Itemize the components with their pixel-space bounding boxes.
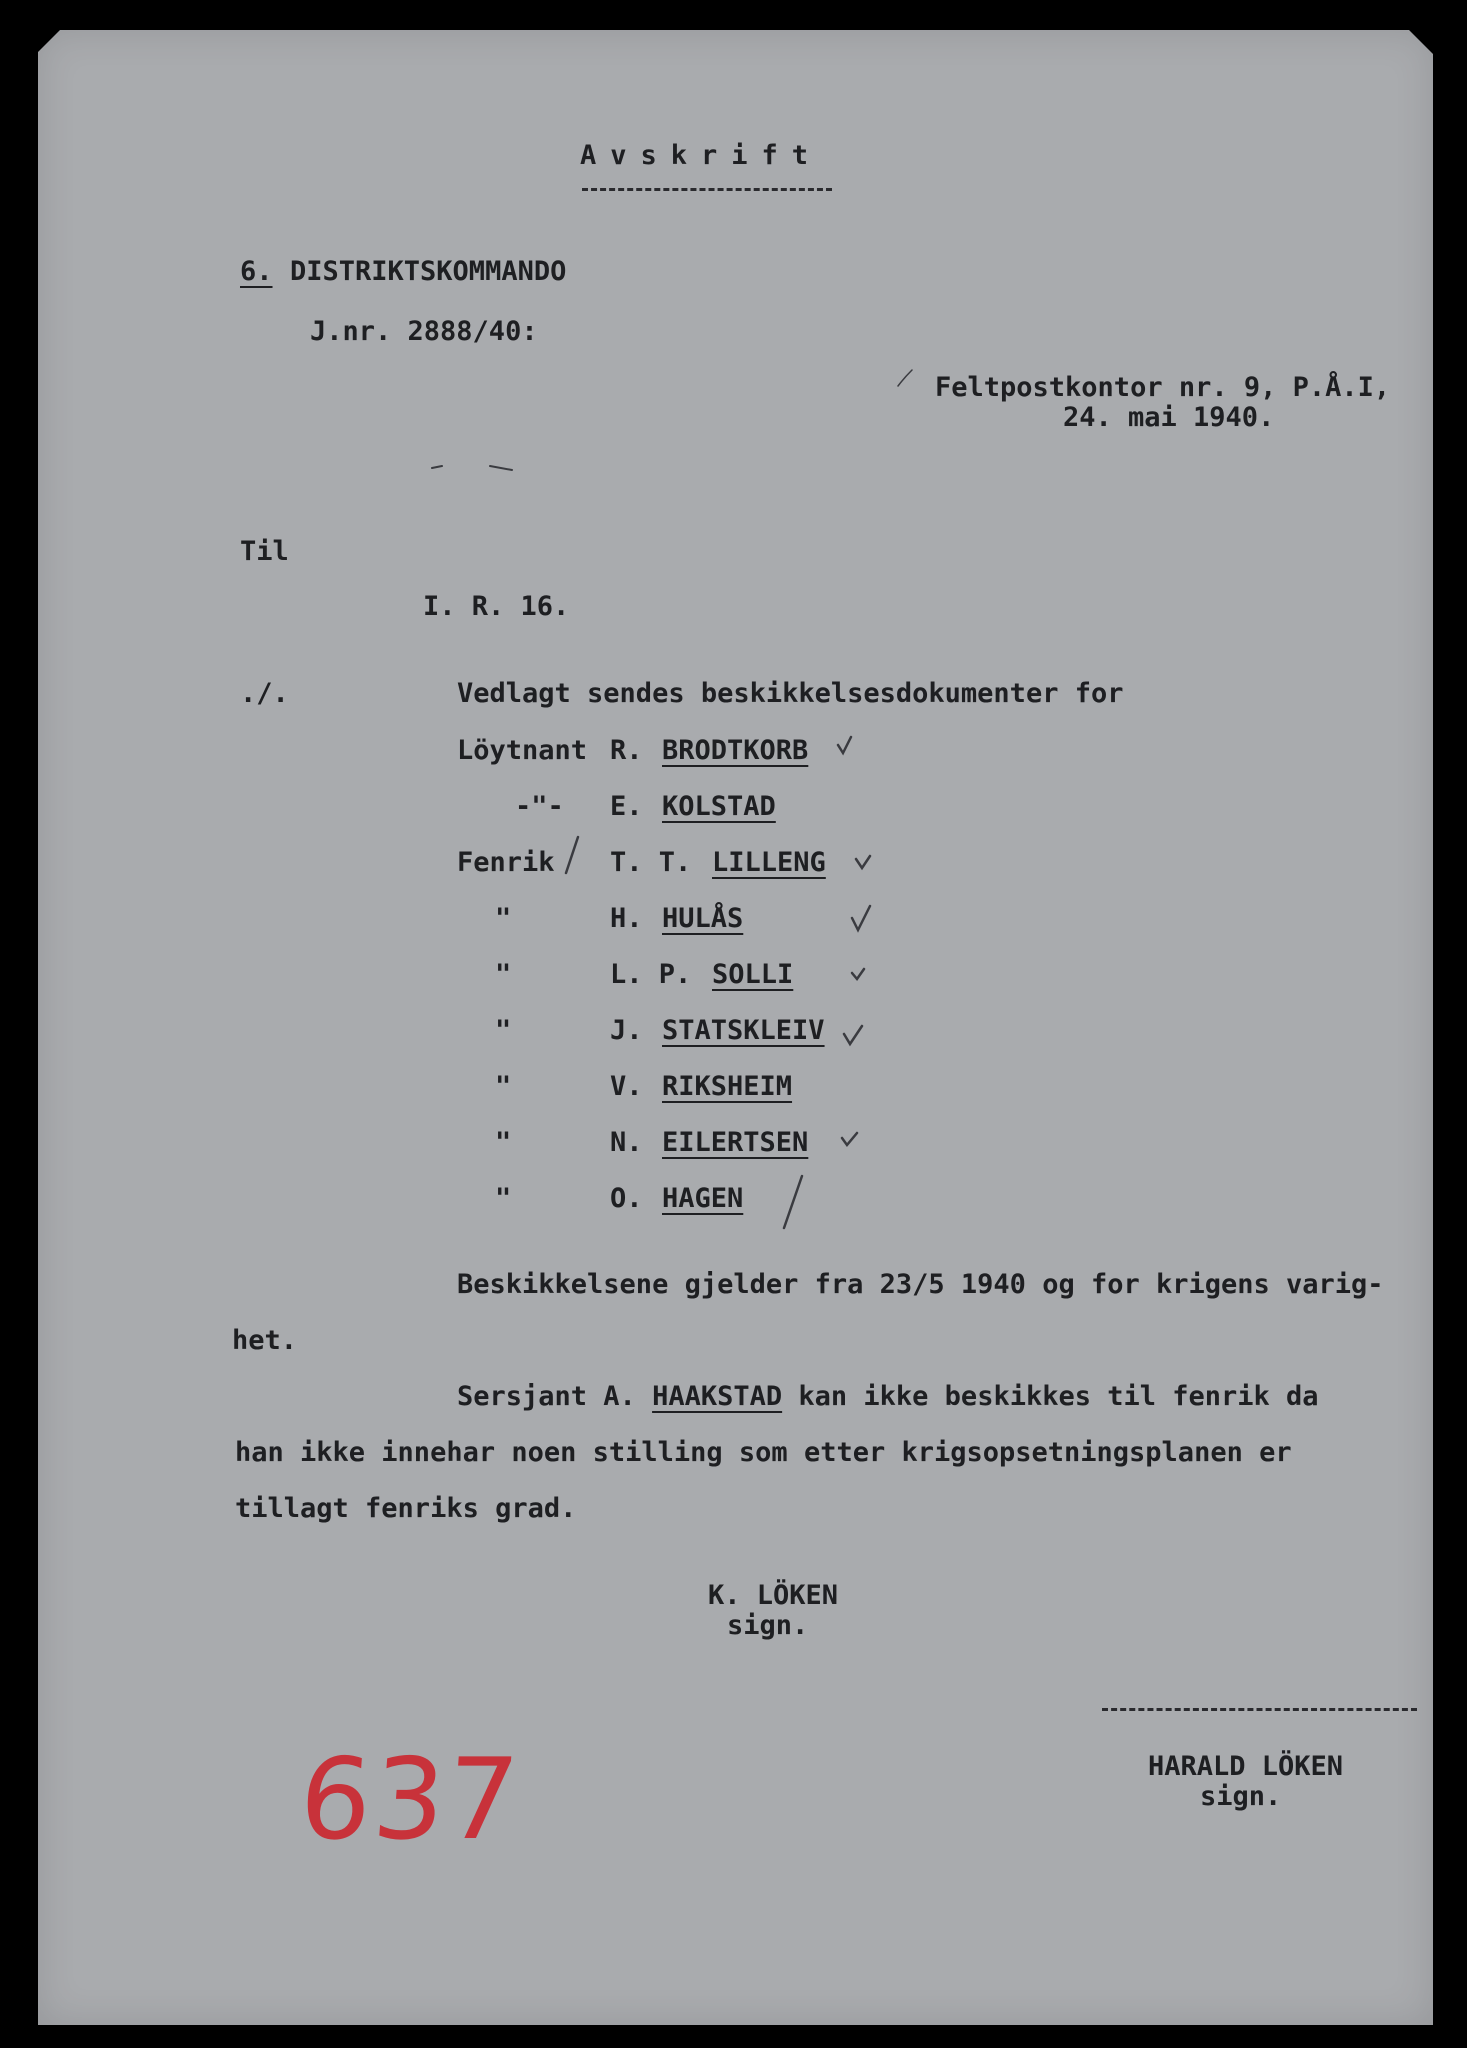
rank: Fenrik: [457, 847, 555, 878]
officer-name: STATSKLEIV: [662, 1015, 825, 1046]
check-mark-icon: [856, 856, 870, 868]
enclosure-mark: ./.: [240, 678, 289, 709]
officer-name: RIKSHEIM: [662, 1071, 793, 1102]
signature-1-note: sign.: [727, 1610, 809, 1641]
check-mark-icon: [852, 969, 864, 979]
signature-1-name: K. LÖKEN: [708, 1580, 839, 1611]
place: Feltpostkontor nr. 9, P.Å.I,: [935, 372, 1391, 403]
to-label: Til: [240, 536, 289, 567]
paragraph-2-line-2: han ikke innehar noen stilling som etter krigsopsetningsplanen er: [235, 1437, 1292, 1468]
document-title: Avskrift: [580, 140, 823, 171]
intro-text: Vedlagt sendes beskikkelsesdokumenter for: [457, 678, 1124, 709]
initials: J.: [610, 1015, 643, 1046]
rank: ": [495, 1015, 512, 1046]
signature-line: [1102, 1708, 1417, 1711]
rank: ": [495, 903, 512, 934]
rank: ": [495, 1071, 512, 1102]
officer-name: BRODTKORB: [662, 735, 809, 766]
check-mark-icon: [844, 1026, 862, 1044]
haakstad-name: HAAKSTAD: [652, 1381, 783, 1412]
initials: R.: [610, 735, 643, 766]
officer-name: EILERTSEN: [662, 1127, 809, 1158]
officer-name: LILLENG: [712, 847, 826, 878]
paragraph-2-line-3: tillagt fenriks grad.: [235, 1493, 577, 1524]
slash-mark-icon: [784, 1176, 802, 1228]
check-mark-icon: [838, 737, 851, 753]
archive-number: 637: [295, 1735, 525, 1865]
recipient: I. R. 16.: [423, 591, 570, 622]
rank: ": [495, 959, 512, 990]
signature-2-note: sign.: [1200, 1781, 1282, 1812]
rank: ": [495, 1183, 512, 1214]
officer-name: SOLLI: [712, 959, 794, 990]
initials: H.: [610, 903, 643, 934]
initials: L. P.: [610, 959, 692, 990]
officer-name: KOLSTAD: [662, 791, 776, 822]
unit-number: 6.: [240, 256, 273, 287]
unit-name: DISTRIKTSKOMMANDO: [290, 256, 567, 287]
check-mark-icon: [852, 906, 870, 930]
date: 24. mai 1940.: [1063, 402, 1275, 433]
rank: -"-: [515, 791, 564, 822]
slash-mark-icon: [566, 837, 578, 873]
journal-number: J.nr. 2888/40:: [310, 316, 538, 347]
stray-mark-icon: [432, 466, 512, 470]
initials: T. T.: [610, 847, 692, 878]
initials: E.: [610, 791, 643, 822]
initials: N.: [610, 1127, 643, 1158]
officer-name: HULÅS: [662, 903, 744, 934]
rank: Löytnant: [457, 735, 588, 766]
signature-2-name: HARALD LÖKEN: [1148, 1751, 1344, 1782]
paragraph-1-line-1: Beskikkelsene gjelder fra 23/5 1940 og for krigens varig-: [457, 1269, 1384, 1300]
officer-name: HAGEN: [662, 1183, 744, 1214]
check-mark-icon: [842, 1133, 857, 1145]
rank: ": [495, 1127, 512, 1158]
stray-mark-icon: [898, 370, 912, 386]
paragraph-1-line-2: het.: [232, 1325, 298, 1356]
paragraph-2-line-1: Sersjant A. HAAKSTAD kan ikke beskikkes til fenrik da: [457, 1381, 1319, 1412]
initials: O.: [610, 1183, 643, 1214]
initials: V.: [610, 1071, 643, 1102]
